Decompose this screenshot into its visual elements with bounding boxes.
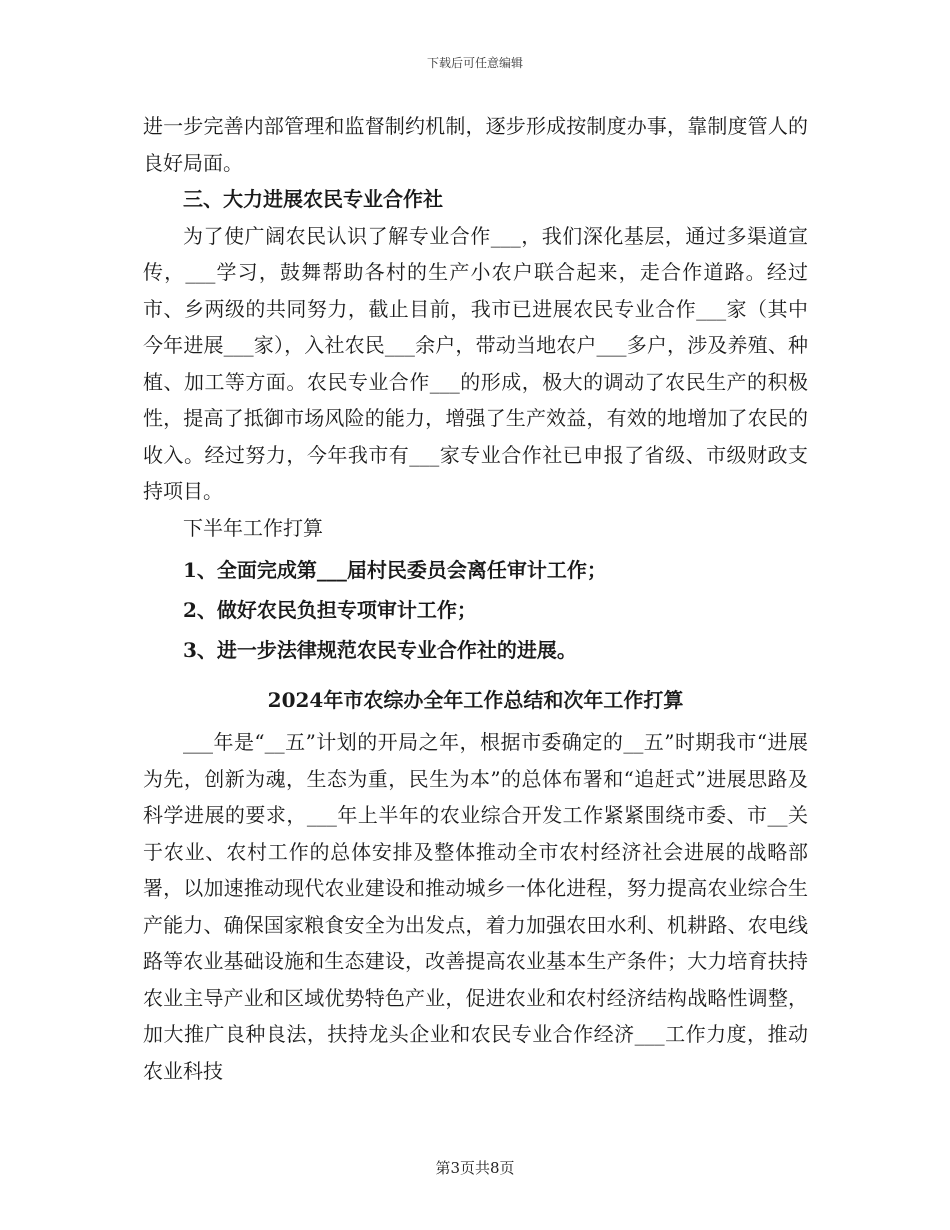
paragraph-continuation: 进一步完善内部管理和监督制约机制，逐步形成按制度办事，靠制度管人的良好局面。 (143, 114, 808, 175)
plan-list (143, 550, 808, 670)
plan-heading: 下半年工作打算 (183, 515, 323, 540)
paragraph-cooperatives: 为了使广阔农民认识了解专业合作___，我们深化基层，通过多渠道宣传，___学习，鼓舞帮助各村的生产小农户联合起来，走合作道路。经过市、乡两级的共同努力，截止目前，我市已进展农民专业合作___家（其中今年进展___家），入社农民___余户，带动当地农户___多户，涉及养殖、种植、加工等方面。农民专业合作___的形成，极大的调动了农民生产的积极性，提高了抵御市场风险的能力，增强了生产效益，有效的地增加了农民的收入。经过努力，今年我市有___家专业合作社已申报了省级、市级财政支持项目。 (143, 223, 808, 503)
plan-item-2: 2、做好农民负担专项审计工作； (183, 598, 477, 622)
page-header: 下载后可任意编辑 (426, 56, 523, 70)
page-footer: 第3页共8页 (435, 1159, 515, 1177)
plan-item-3: 3、进一步法律规范农民专业合作社的进展。 (183, 638, 577, 662)
plan-item-1: 1、全面完成第___届村民委员会离任审计工作； (183, 558, 607, 582)
document-body (143, 108, 808, 1089)
section-heading: 三、大力进展农民专业合作社 (183, 187, 443, 211)
document-title: 2024年市农综办全年工作总结和次年工作打算 (267, 688, 684, 712)
paragraph-summary: ___年是“__五”计划的开局之年，根据市委确定的__五”时期我市“进展为先，创新为魂，生态为重，民生为本”的总体布署和“追赶式”进展思路及科学进展的要求，___年上半年的农业综合开发工作紧紧围绕市委、市__关于农业、农村工作的总体安排及整体推动全市农村经济社会进展的战略部署，以加速推动现代农业建设和推动城乡一体化进程，努力提高农业综合生产能力、确保国家粮食安全为出发点，着力加强农田水利、机耕路、农电线路等农业基础设施和生态建设，改善提高农业基本生产条件；大力培育扶持农业主导产业和区域优势特色产业，促进农业和农村经济结构战略性调整，加大推广良种良法，扶持龙头企业和农民专业合作经济___工作力度，推动农业科技 (143, 730, 808, 1083)
